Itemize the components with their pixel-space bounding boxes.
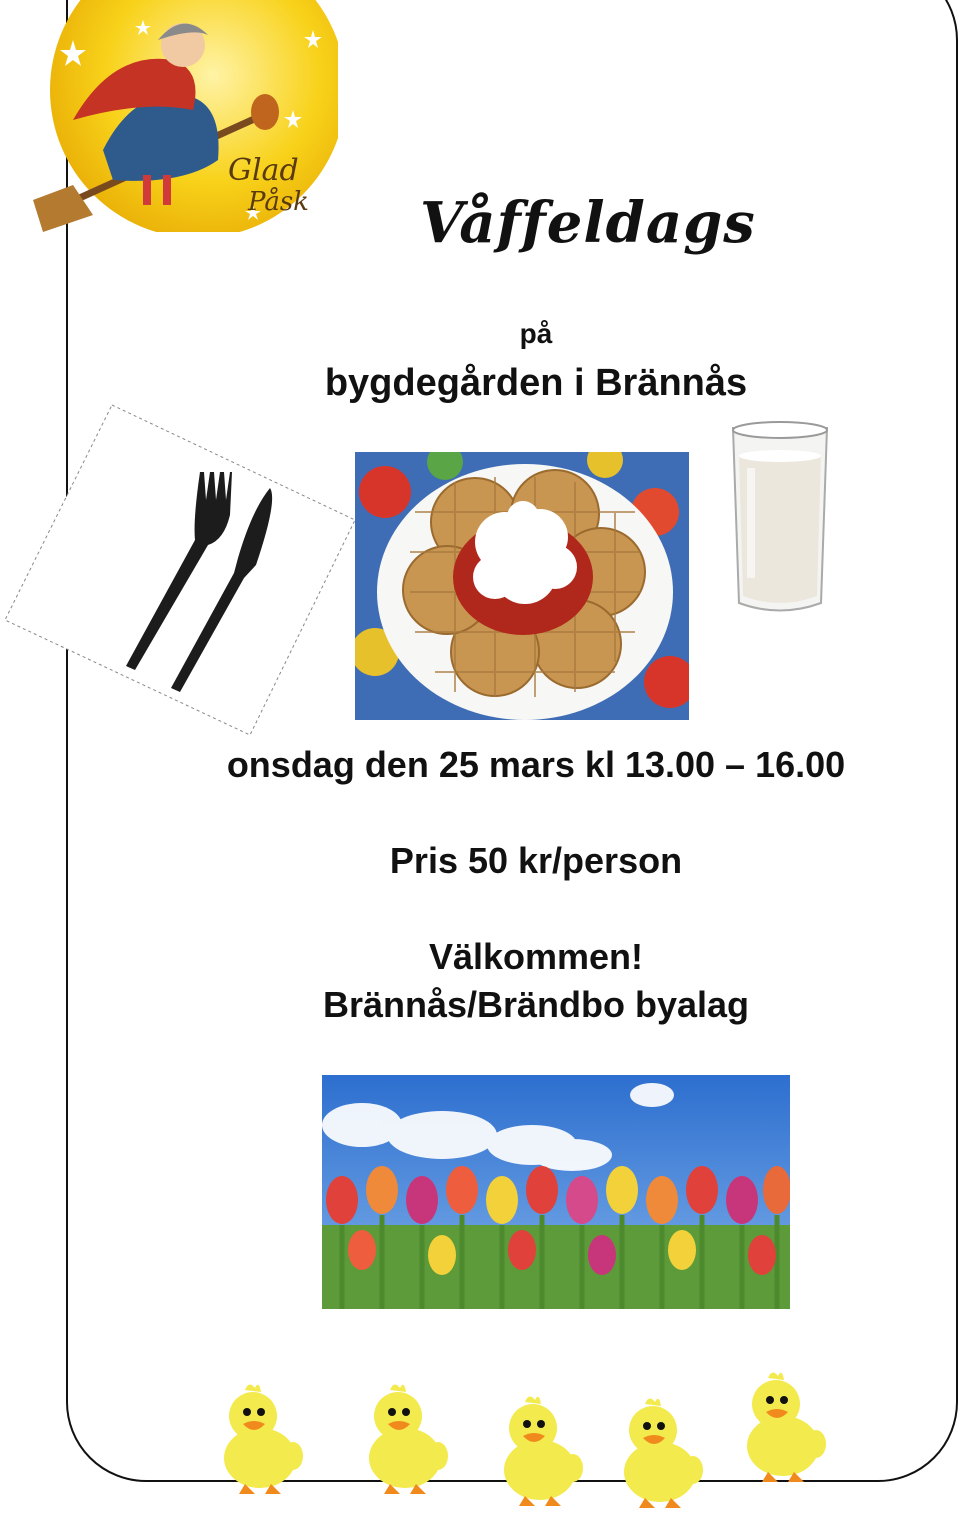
venue-text: bygdegården i Brännås xyxy=(324,362,748,404)
easter-chick-icon xyxy=(360,1378,450,1496)
badge-text-glad: Glad xyxy=(228,153,299,188)
badge-text-pask: Påsk xyxy=(248,187,309,217)
organizer-text: Brännås/Brändbo byalag xyxy=(322,984,750,1025)
easter-chick-icon xyxy=(738,1366,828,1484)
tulip-field-image xyxy=(322,1075,790,1309)
milk-glass-image xyxy=(725,418,835,618)
preposition-text: på xyxy=(519,318,553,349)
cutlery-image xyxy=(0,400,360,740)
welcome-text: Välkommen! xyxy=(428,936,644,977)
easter-witch-icon xyxy=(33,0,338,232)
easter-chick-icon xyxy=(495,1390,585,1508)
easter-chick-icon xyxy=(615,1392,705,1510)
page-title: Våffeldags xyxy=(420,190,756,256)
glad-pask-badge xyxy=(33,0,338,232)
waffle-plate-image xyxy=(355,452,689,720)
easter-chick-icon xyxy=(215,1378,305,1496)
event-date-time: onsdag den 25 mars kl 13.00 – 16.00 xyxy=(226,744,846,785)
price-text: Pris 50 kr/person xyxy=(389,840,683,881)
